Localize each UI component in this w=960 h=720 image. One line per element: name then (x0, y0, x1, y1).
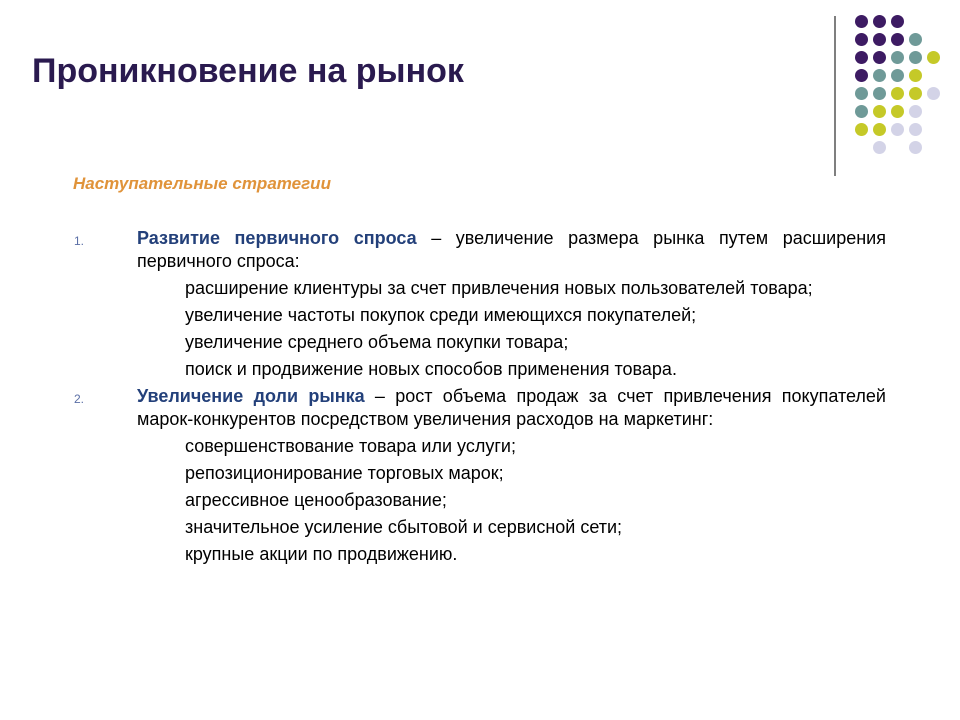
sub-item: увеличение среднего объема покупки товара; (185, 332, 569, 352)
dot (909, 69, 922, 82)
list-item (74, 227, 886, 273)
dot (891, 123, 904, 136)
dot (891, 33, 904, 46)
dot (873, 141, 886, 154)
list-term: Увеличение доли рынка (137, 386, 365, 406)
dot (909, 51, 922, 64)
list-number: 1. (74, 234, 85, 248)
decorative-divider (834, 16, 836, 176)
sub-item: поиск и продвижение новых способов применения товара. (185, 359, 677, 379)
dot (855, 87, 868, 100)
dot (855, 51, 868, 64)
list-term: Развитие первичного спроса (137, 228, 417, 248)
dot (873, 105, 886, 118)
dot (855, 69, 868, 82)
dot (855, 15, 868, 28)
dot (873, 69, 886, 82)
dot (873, 51, 886, 64)
dot (891, 15, 904, 28)
dot (909, 33, 922, 46)
dot (891, 51, 904, 64)
dot (873, 123, 886, 136)
dot (909, 123, 922, 136)
sub-item: репозиционирование торговых марок; (185, 463, 504, 483)
dot (891, 105, 904, 118)
dot (927, 51, 940, 64)
list-text: – рост объема продаж за счет привлечения покупателей марок-конкурентов посредством увеличения расходов на маркетинг: (137, 386, 886, 429)
sub-item: значительное усиление сбытовой и сервисной сети; (185, 517, 623, 537)
dot (873, 33, 886, 46)
slide-title: Проникновение на рынок (32, 52, 464, 90)
list-number: 2. (74, 392, 85, 406)
dot (891, 69, 904, 82)
dot (855, 123, 868, 136)
dot (891, 87, 904, 100)
dot (855, 105, 868, 118)
list-item (74, 385, 886, 431)
dot (873, 15, 886, 28)
dot (909, 141, 922, 154)
list-text: – увеличение размера рынка путем расширения первичного спроса: (137, 228, 886, 271)
sub-item: крупные акции по продвижению. (185, 544, 458, 564)
content-list (74, 227, 886, 566)
sub-item: агрессивное ценообразование; (185, 490, 447, 510)
sub-item: увеличение частоты покупок среди имеющихся покупателей; (185, 305, 697, 325)
sub-item: совершенствование товара или услуги; (185, 436, 516, 456)
dot (927, 87, 940, 100)
dot (855, 33, 868, 46)
dot (909, 105, 922, 118)
section-subtitle: Наступательные стратегии (73, 174, 331, 193)
dot (873, 87, 886, 100)
sub-item: расширение клиентуры за счет привлечения новых пользователей товара; (185, 278, 813, 298)
dot (909, 87, 922, 100)
